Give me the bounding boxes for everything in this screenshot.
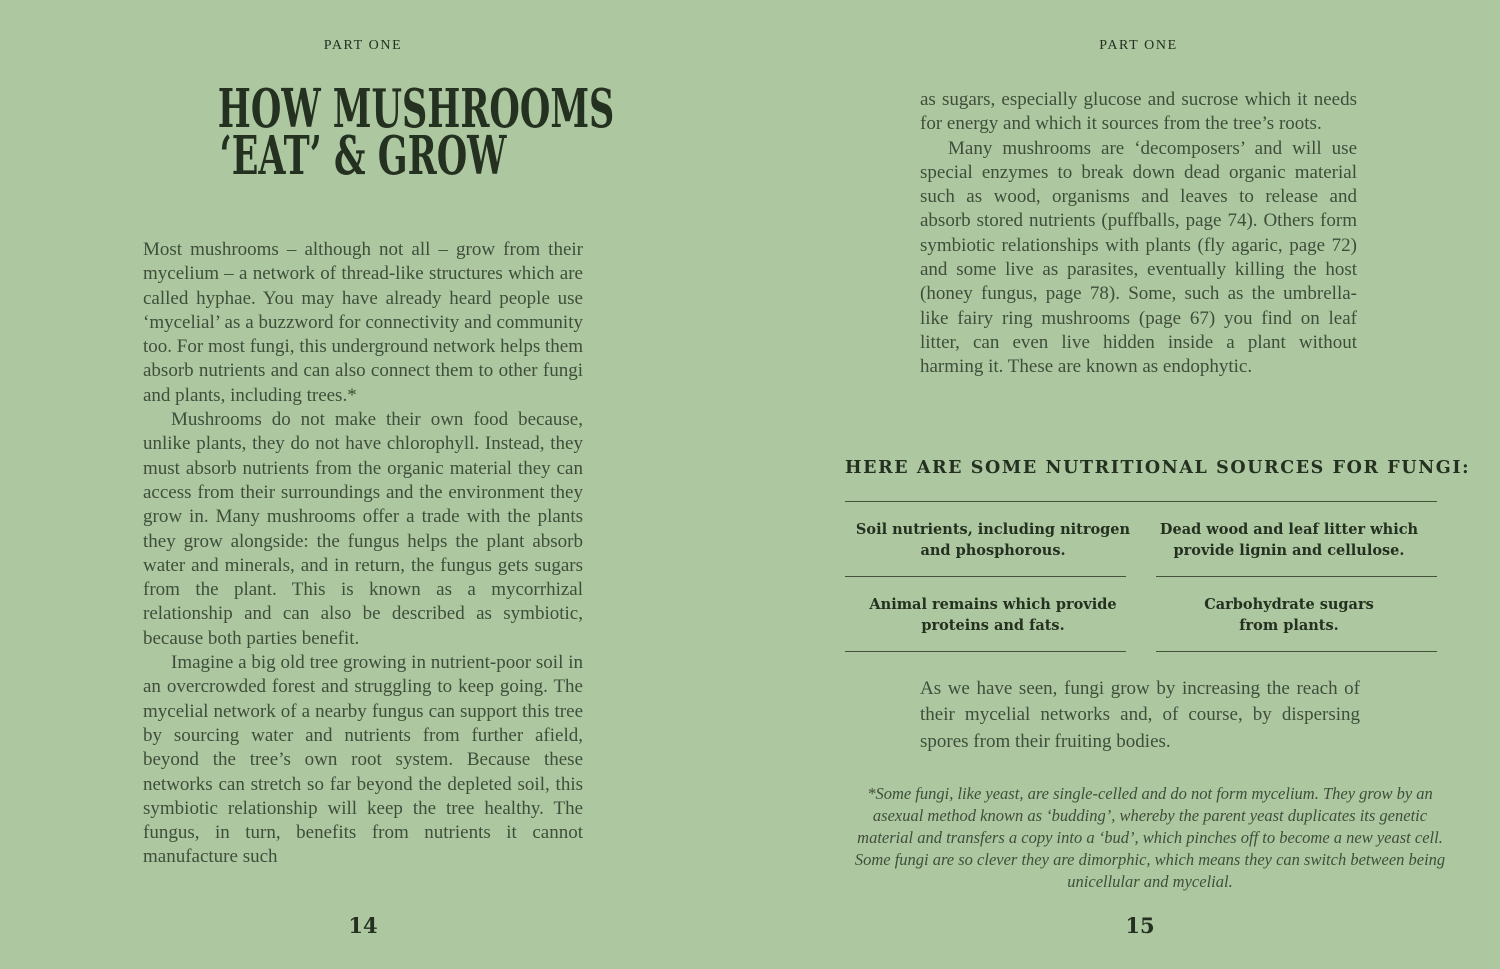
nutrition-row (845, 577, 1437, 651)
paragraph: as sugars, especially glucose and sucrose which it needs for energy and which it sources from the tree’s roots. (920, 89, 1357, 135)
paragraph: Many mushrooms are ‘decomposers’ and will use special enzymes to break down dead organic material such as wood, organisms and leaves to release and absorb stored nutrients (puffballs, page 74). Others form symbiotic relationships with plants (fly agaric, page 72) and some live as parasites, eventually killing the host (honey fungus, page 78). Some, such as the umbrella-like fairy ring mushrooms (page 67) you find on leaf litter, can even live hidden inside a plant without harming it. These are known as endophytic. (920, 137, 1357, 378)
paragraph: Mushrooms do not make their own food because, unlike plants, they do not have chlorophyll. Instead, they must absorb nutrients from the organic material they can access from their surroundings and the environment they grow in. Many mushrooms offer a trade with the plants they grow alongside: the fungus helps the plant absorb water and minerals, and in return, the fungus gets sugars from the plant. This is known as a mycorrhizal relationship and can also be described as symbiotic, because both parties benefit. (143, 409, 583, 649)
nutrition-item (845, 502, 1141, 576)
divider-left (845, 651, 1126, 652)
left-body-text (143, 238, 583, 870)
nutrition-item-text: Animal remains which provide proteins and fats. (869, 596, 1117, 634)
right-page (750, 0, 1500, 969)
nutrition-item (1141, 502, 1437, 576)
nutrition-item-text: Carbohydrate sugars from plants. (1204, 596, 1374, 634)
right-body-text (920, 88, 1357, 380)
nutrition-row (845, 502, 1437, 576)
paragraph: Most mushrooms – although not all – grow from their mycelium – a network of thread-like structures which are called hyphae. You may have already heard people use ‘mycelial’ as a buzzword for connectivity and community too. For most fungi, this underground network helps them absorb nutrients and can also connect them to other fungi and plants, including trees.* (143, 239, 583, 406)
right-running-head: PART ONE (1099, 38, 1178, 53)
divider-row (845, 651, 1437, 652)
chapter-title-line-1: HOW MUSHROOMS (217, 78, 615, 140)
nutrition-item-text: Soil nutrients, including nitrogen and phosphorous. (855, 521, 1131, 559)
nutrition-sources-section (845, 457, 1471, 652)
nutrition-item-text: Dead wood and leaf litter which provide lignin and cellulose. (1159, 521, 1419, 559)
right-page-number: 15 (1125, 913, 1155, 938)
closing-paragraph: As we have seen, fungi grow by increasing the reach of their mycelial networks and, of course, by dispersing spores from their fruiting bodies. (920, 678, 1360, 752)
chapter-title-line-2: ‘EAT’ & GROW (219, 125, 507, 187)
nutrition-item (1141, 577, 1437, 651)
left-running-head: PART ONE (323, 38, 403, 53)
footnote: *Some fungi, like yeast, are single-celled and do not form mycelium. They grow by an asexual method known as ‘budding’, whereby the parent yeast duplicates its genetic material and transfers a copy into a ‘bud’, which pinches off to become a new yeast cell. Some fungi are so clever they are dimorphic, which means they can switch between being unicellular and mycelial. (854, 784, 1446, 891)
divider-right (1156, 651, 1437, 652)
nutrition-item (845, 577, 1141, 651)
chapter-title (217, 78, 615, 187)
left-page-number: 14 (348, 913, 378, 938)
nutrition-heading: HERE ARE SOME NUTRITIONAL SOURCES FOR FUNGI: (845, 458, 1471, 478)
paragraph: Imagine a big old tree growing in nutrient-poor soil in an overcrowded forest and struggling to keep going. The mycelial network of a nearby fungus can support this tree by sourcing water and nutrients from further afield, beyond the tree’s own root system. Because these networks can stretch so far beyond the depleted soil, this symbiotic relationship will keep the tree healthy. The fungus, in turn, benefits from nutrients it cannot manufacture such (143, 652, 583, 868)
